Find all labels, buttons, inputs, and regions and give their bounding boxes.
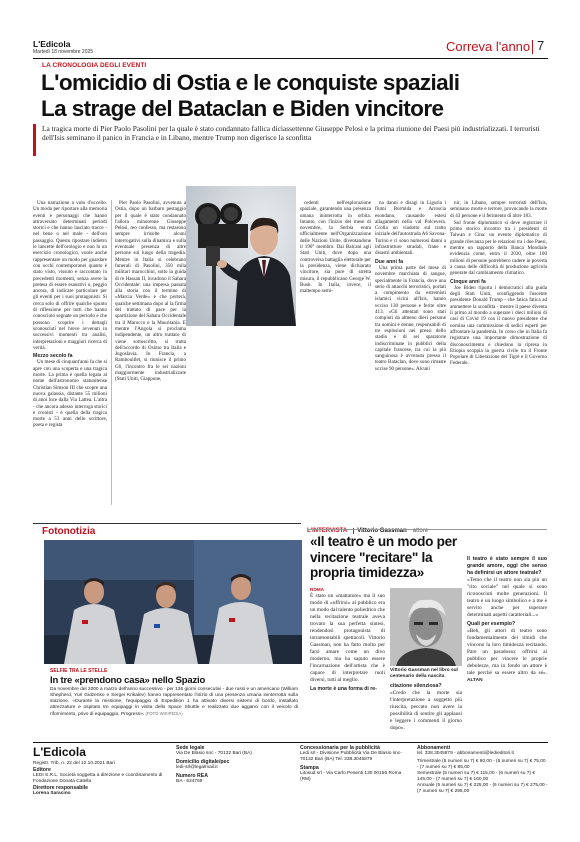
gassman-photo <box>390 588 462 666</box>
fotonotizia-body: Da novembre del 2000 a marzo dell'anno successivo - per 136 giorni consecutivi - due russi e un americano (William Shepherd, Yuri Gidzenko e Sergei Krikalev) hanno rappresentato l'inizio di una presenza umana ininterrotta sulla stazione. «Durante la missione, l'equipaggio di Expedition 1 ha attivato diversi sistemi di bordo, installato attrezzature e ospitato tre equipaggi in visita dello Space Shuttle e realizzato due agganci con il veicolo di rifornimento, privo di equipaggio, Progress». <box>50 687 298 717</box>
fotonotizia-rule <box>33 523 301 524</box>
paragraph: Joe Biden riporta i democratici alla guida degli Stati Uniti, sconfiggendo l'uscente presidente Donald Trump - che fatica fatica ad ammettere la sconfitta - mentre il paese diventa il primo al mondo a superare i dieci milioni di casi di Covid 19 con il nuovo presidente che nomina una commissione di sedici esperti per affrontare la pandemia. In corso che in Italia fa registrare una importante dimostrazione di disconoscimento e chiedono la ripresa in Etiopia scoppia la guerra civile tra il Fronte Popolare di Liberazione del Tigrè e il Governo Federale. <box>450 284 547 367</box>
stampa-label: Stampa <box>300 765 319 771</box>
annuale: Annuale (5 numeri su 7) € 225,00 - (6 numeri su 7) € 275,00 - (7 numeri su 7) € 295,00 <box>417 783 548 794</box>
summary: La tragica morte di Pier Paolo Pasolini per la quale è stato condannato fallica diciassettenne Giuseppe Pelosi e la prima riunione dei Paesi più industrializzati. I terroristi dell'Isis seminano il panico in Francia e in Libano, mentre Trump non digerisce la sconfitta <box>42 124 540 143</box>
interview-q1-answer <box>390 683 462 732</box>
interview-subhead: La morte è una forma di re- <box>310 686 377 692</box>
summary-bar <box>33 124 36 156</box>
abbonamenti-contact[interactable]: tel. 338.3045879 - abbonamenti@ledieditori.it <box>417 751 514 756</box>
article-column-4 <box>300 200 371 295</box>
subhead: Cinque anni fa <box>450 278 486 285</box>
masthead: L'Edicola <box>33 39 71 49</box>
fotonotizia-text <box>50 687 298 718</box>
fotonotizia-label: Fotonotizia <box>42 526 96 537</box>
paragraph: Sul fronte diplomatico si deve registrare il primo storico incontro tra i presidenti di Taiwan e Cina: un evento diplomatico di grande rilevanza per le relazioni tra i due Paesi, mentre un rapporto della Banca Mondiale evidenzia come, entro il 2030, oltre 100 milioni di persone potrebbero cadere in povertà a causa delle difficoltà di produzione agricola generate dal cambiamento climatico. <box>450 219 547 277</box>
rea-label: Numero REA <box>176 773 208 779</box>
section-title: Correva l'anno <box>446 39 531 54</box>
paragraph: nir, in Libano, sempre terroristi dell'Isis, seminano morte e terrore, provocando la morte di 43 persone e il ferimento di altre 183. <box>450 200 547 219</box>
semestrale: Semestrale (5 numeri su 7) € 115,00 - (6 numeri su 7) € 145,00 - (7 numeri su 7) € 160,00 <box>417 771 536 782</box>
trimestrale: Trimestrale (5 numeri su 7) € 60,00 - (6 numeri su 7) € 75,00 - (7 numeri su 7) € 85,00 <box>417 759 546 770</box>
signature: ALTAN <box>467 678 483 683</box>
paragraph: Pier Paolo Pasolini, avvenuta a Ostia, dopo un barbaro pestaggio per il quale è stato condannato l'allora minorenne Giuseppe Pelosi, reo confesso, ma restarono sempre irrisolte alcuni interrogativi sulla dinamica e sulla eventuale presenza di altre persone sul luogo della tragedia. Mentre in Italia si celebrano funerali di Pasolini, 350 mila militari marocchini, sotto la guida di re Hassan II, invadono il Sahara Occidentale: una impresa passata alla storia con il termine di «Marcia Verde» e che porterà, qualche settimana dopo al la firma del trattato di pace per la spartizione del Sahara Occidentale tra il Marocco e la Mauritania. E mentre l'Angola si proclama indipendente, un altro trattato di viene sottoscritto, si tratta dell'accordo di Osimo tra Italia e Jugoslavia. In Francia, a Rambouillet, si riunisce il primo G6, l'incontro fra le sei nazioni maggiormente industrializzate (Stati Uniti, Giappone, <box>115 200 186 383</box>
footer-publisher <box>33 761 163 797</box>
paragraph: Una narrazione a volo d'uccello. Un modo per riportare alla memoria eventi e personaggi che hanno attraversato determinati periodi storici e che hanno lasciato tracce - nel bene o nel male - dell'oro passaggio. Questo ripostare indietro le lancette dell'orologio e non lo un esercizio cronologico, vuole anche rappresentare un modo per guardare con occhi contemporanei quanto è stato visto, vissuto e raccontato in precedenti momenti, senza avere la pretesa di essere esaustivi o, peggio ancora, di indicare particolare per gli eventi per i suoi protagonisti. Si cerca solo di offrire qualche spunto di riflessione per tutti che hanno conosciuto segnate un periodo e che possono scoprire i dettagli sconosciuti nel breve avvenuti in successivi momenti tra analisi, interpretazioni e maggiori ricerca di verità. <box>33 200 107 351</box>
stampa: Litosud srl - Via Carlo Pesenti 130 00156 Roma (RM) <box>300 771 402 782</box>
interview-person: Vittorio Gassman <box>353 528 407 534</box>
page-number: 7 <box>537 38 545 53</box>
editore-label: Editore <box>33 767 51 773</box>
gassman-photo-caption: Vittorio Gassman nel libro sul centenario della nascita <box>390 668 458 679</box>
interview-col-1 <box>310 593 385 693</box>
article-column-5 <box>375 200 446 508</box>
domicilio-label: Domicilio digitale/pec <box>176 759 230 765</box>
astronauts-photo <box>44 540 302 664</box>
registration: Registr. Trib. n. 22 del 12.10.2021 Bari <box>33 761 115 766</box>
actor-camera-photo <box>186 186 296 326</box>
article-column-6 <box>450 200 547 508</box>
rea: BA - 624769 <box>176 779 203 784</box>
headline-line-1: L'omicidio di Ostia e le conquiste spaziali <box>41 70 460 95</box>
sede-label: Sede legale <box>176 745 205 751</box>
interview-rule <box>307 529 547 530</box>
interview-intro: È stato un «mattatore» ma il suo modo di «offrirsi» al pubblico era un modo dal talento poliedrico che nella recitazione teatrale aveva trovato la sua perfetta sintesi, rendendosi protagonista di intramontabili spettacoli. Vittorio Gassman, non ha fatto molto per farsi amare come un divo moderno, ma ha saputo essere l'incarnazione dell'artista che è capace di interpretare ruoli diversi, tutti al meglio. <box>310 593 385 683</box>
headline-line-2: La strage del Bataclan e Biden vincitore <box>41 96 444 121</box>
paragraph: na danni e disagi in Liguria i fiumi Bormida e Arroscia esondano, causando estesi allagamenti nella val Polcevera. Crolla un viadotto sul tratto iniziale dell'autostrada A6 Savona-Torino e ci sono numerosi danni a infrastrutture stradali, frane e disastri ambientali. <box>375 200 446 257</box>
footer-logo: L'Edicola <box>33 745 86 759</box>
fotonotizia-kicker: SELFIE TRA LE STELLE <box>50 668 108 674</box>
concessionaria-label: Concessionaria per la pubblicità <box>300 745 380 751</box>
paragraph: cedenti nell'esplorazione spaziale, garantendo una presenza umana ininterrotta in orbita. Intanto, con l'inizio del mese di novembre, la Serbia entra ufficialmente nell'Organizzazione delle Nazioni Unite, diventandone il 190° membro. Dai Balcani agli Stati Uniti, dove dopo una controversa battaglia elettorale per la presidenza, viene dichiarato vincitore, sia pure di stretta misura, il repubblicano George W. Bush. In Italia, invece, il maltempo semi- <box>300 200 371 295</box>
interview-tag-bar <box>307 519 547 534</box>
interview-location: ROMA <box>310 587 325 592</box>
sede: Via De Blasio snc - 70132 Bari (BA) <box>176 751 252 756</box>
subhead: Due anni fa <box>375 258 403 265</box>
domicilio: ledi-srl@legalmail.it <box>176 765 218 770</box>
direttore-label: Direttore responsabile <box>33 785 89 791</box>
editore: LEDI S.R.L. Società soggetta a direzione e coordinamento di Fondazione Donata Catella <box>33 773 163 784</box>
direttore: Lorena Saracino <box>33 791 71 796</box>
photo-credit: (FOTO WIKIPEDIA) <box>145 711 183 716</box>
issue-date: Martedì 18 novembre 2025 <box>33 49 94 55</box>
interview-answer: «Beh, gli attori di teatro sono fondamentalmente dei timidi che vincono la loro timidezza recitando. Pare un paradosso: offrirsi al pubblico per vincere le proprie debolezze, ma in fondo un attore è tale perché sa essere altro da sé». <box>467 628 547 676</box>
footer-rule <box>33 742 548 743</box>
interview-question: Quali per esempio? <box>467 621 516 627</box>
footer-subscriptions <box>417 745 548 795</box>
article-column-1 <box>33 200 107 508</box>
subhead: Mezzo secolo fa <box>33 353 73 360</box>
abbonamenti-label: Abbonamenti <box>417 745 451 751</box>
interview-answer: «Credo che la morte sia l'interpretazione a soggetto più riuscita, peccato non avere la possibilità di sentire gli applausi e leggere i commenti il giorno dopo». <box>390 690 462 731</box>
footer-legal <box>176 745 296 785</box>
fotonotizia-title: In tre «prendono casa» nello Spazio <box>50 675 206 686</box>
interview-answer: «Temo che il teatro non sia più un "rito sociale" nel quale si sono riconosciuti molte generazioni. Il teatro è un luogo simbolico e a me è servito anche per superare determinati aspetti caratteriali...» <box>467 577 547 618</box>
paragraph: Una prima parte del mese di novembre marchiata di sangue, specialmente in Francia, dove una serie di attacchi terroristici, portati a compimento da estremisti islamici vicini all'Isis, hanno ucciso 130 persone e ferite oltre 413. «Gli attentati sono stati compiuti da almeno dieci persone tra uomini e donne, responsabili di tre esplosioni nei pressi dello stadio e di sei sparatorie indiscriminate in pubblici della capitale francese, tra cui la più sanguinosa è avvenuta presso il teatro Bataclan, dove sono rimaste uccise 90 persone». Alcuni <box>375 264 446 372</box>
article-column-2 <box>115 200 186 508</box>
concessionaria: Ledi srl - Divisione Pubblicità Via De Blasio snc-70132 Bari (BA) Tel. 338.3045879 <box>300 751 402 762</box>
paragraph: Un mese di cinquant'anni fa che si apre con una scoperta e una tragica morte. La prima è quella legata al nome dell'astronomo statunitense Christian Simson III che scopre una nuova galassia, distante 55 milioni di anni luce dalla Via Lattea. L'altra - che ancora adesso interroga storici e cronisti - è quella della tragica morte a 53 anni dello scrittore, poeta e regista <box>33 359 107 429</box>
interview-headline: «Il teatro è un modo per vincere "recitare" la propria timidezza» <box>310 534 457 580</box>
interview-role: attore <box>412 528 429 534</box>
interview-question: Il teatro è stato sempre il suo grande amore, oggi che senso ha definirsi un attore teatrale? <box>467 556 547 576</box>
kicker: LA CRONOLOGIA DEGLI EVENTI <box>42 62 147 69</box>
interview-question: citazione silenziosa? <box>390 683 442 689</box>
interview-col-3 <box>467 534 547 684</box>
footer-advertising <box>300 745 408 783</box>
column-divider <box>111 200 112 505</box>
section-separator <box>532 40 533 54</box>
header-rule <box>33 58 548 59</box>
interview-tag: L'INTERVISTA <box>307 528 348 534</box>
